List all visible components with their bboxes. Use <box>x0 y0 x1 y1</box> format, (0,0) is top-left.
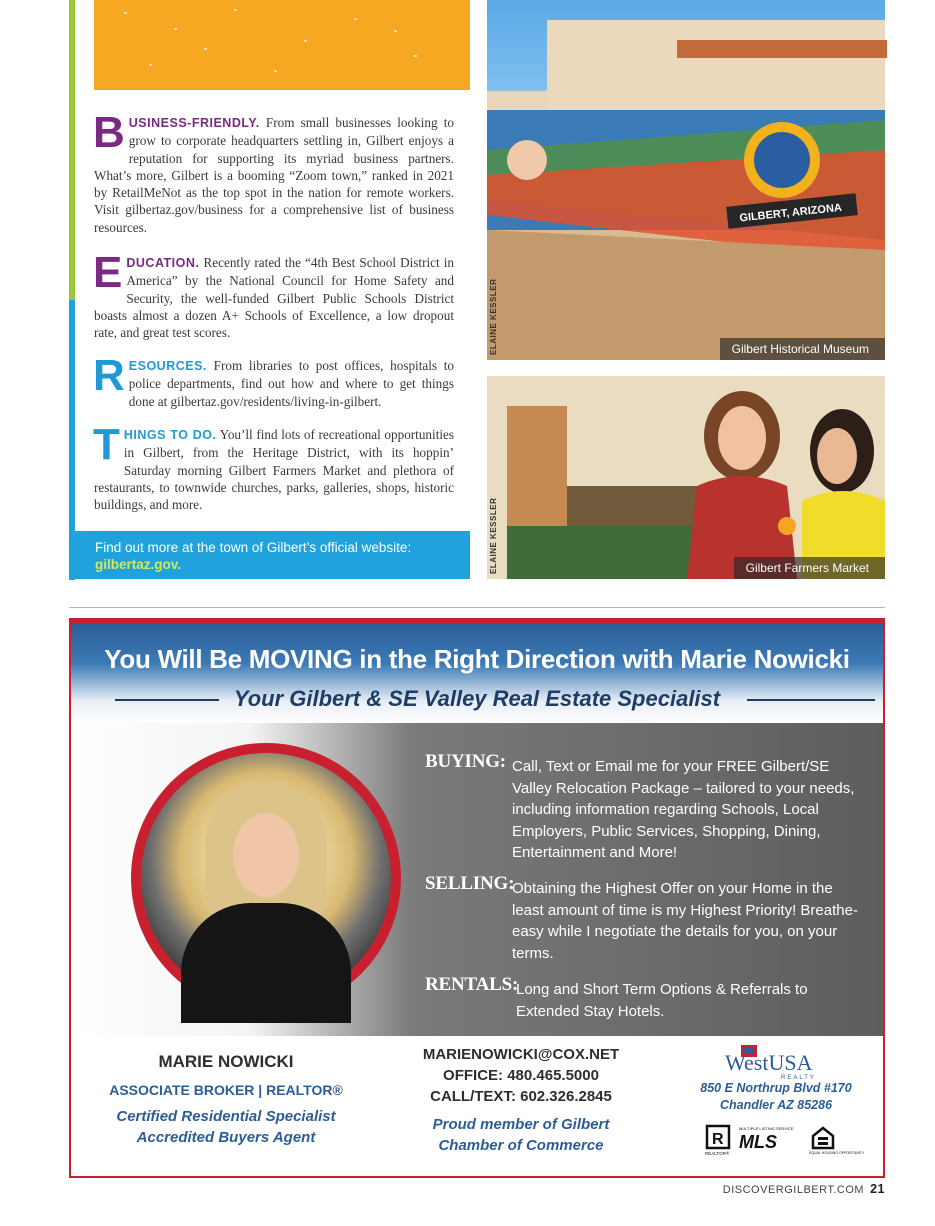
website-banner <box>75 531 470 579</box>
ad-header <box>71 620 883 723</box>
section-heading: ESOURCES. <box>128 359 207 373</box>
chamber-line: Proud member of Gilbert <box>432 1116 610 1133</box>
mls-logo: MLS <box>739 1132 777 1152</box>
service-text-rentals: Long and Short Term Options & Referrals to Extended Stay Hotels. <box>516 981 808 1020</box>
agent-portrait <box>141 753 391 1003</box>
museum-sign-text: GILBERT, ARIZONA <box>738 201 843 225</box>
ad-body <box>71 723 883 1036</box>
dropcap-r: R <box>93 351 125 400</box>
service-label-rentals: RENTALS: <box>425 974 519 995</box>
photo-credit: ELAINE KESSLER <box>489 278 498 355</box>
cert-line: Accredited Buyers Agent <box>136 1129 316 1146</box>
svg-text:MULTIPLE LISTING SERVICE: MULTIPLE LISTING SERVICE <box>739 1126 794 1131</box>
agent-email[interactable]: MARIENOWICKI@COX.NET <box>422 1046 620 1063</box>
brokerage-address <box>681 1080 871 1114</box>
green-accent-stripe <box>69 0 75 300</box>
section-body: Recently rated the “4th Best School District in America” by the National Council for Home Safety and Security, the well-funded Gilbert Public Schools District boasts almost a dozen A+ Schools of Excellence, a low dropout rate, and great test scores. <box>94 255 454 341</box>
website-link[interactable]: gilbertaz.gov. <box>95 557 182 572</box>
section-heading: USINESS-FRIENDLY. <box>128 116 260 130</box>
section-resources <box>93 351 454 410</box>
ad-subtitle-row <box>71 686 883 712</box>
cell-phone[interactable]: CALL/TEXT: 602.326.2845 <box>430 1088 612 1105</box>
agent-title: ASSOCIATE BROKER | REALTOR® <box>109 1082 343 1098</box>
cert-line: Certified Residential Specialist <box>116 1108 336 1125</box>
chamber-line: Chamber of Commerce <box>438 1137 604 1154</box>
service-text-buying: Call, Text or Email me for your FREE Gilbert/SE Valley Relocation Package – tailored to your needs, including information regarding Schools, Local Employers, Public Services, Shopping, Dining, Entertainment and More! <box>512 758 855 861</box>
agent-name: MARIE NOWICKI <box>158 1052 294 1071</box>
chamber-membership <box>401 1114 641 1156</box>
page-footer <box>723 1182 885 1196</box>
caption-museum: Gilbert Historical Museum <box>720 338 885 360</box>
ad-title: You Will Be MOVING in the Right Direction with Marie Nowicki <box>104 644 850 674</box>
svg-text:WestUSA: WestUSA <box>725 1050 813 1075</box>
svg-text:REALTY: REALTY <box>781 1075 816 1081</box>
address-line: 850 E Northrup Blvd #170 <box>700 1081 852 1095</box>
service-text-selling: Obtaining the Highest Offer on your Home in the least amount of time is my Highest Priority! Breathe-easy while I negotiate the details for you, on your terms. <box>512 880 858 962</box>
service-label-selling: SELLING: <box>425 873 515 894</box>
section-business-friendly <box>93 108 454 236</box>
page-number: 21 <box>870 1182 885 1196</box>
caption-market: Gilbert Farmers Market <box>734 557 885 579</box>
banner-text: Find out more at the town of Gilbert’s official website: <box>95 540 412 555</box>
section-divider <box>69 607 885 608</box>
section-things-to-do <box>93 420 455 513</box>
orange-decorative-block <box>94 0 470 90</box>
section-body: You’ll find lots of recreational opportunities in Gilbert, from the Heritage District, with its hoppin’ Saturday morning Gilbert Farmers Market and plethora of restaurants, to townwide churches, parks, galleries, shops, historic buildings, and more. <box>94 427 455 513</box>
section-education <box>93 248 454 341</box>
photo-credit: ELAINE KESSLER <box>489 497 498 574</box>
affiliation-logos <box>705 1124 865 1156</box>
footer-site: DISCOVERGILBERT.COM <box>722 1184 865 1196</box>
office-phone[interactable]: OFFICE: 480.465.5000 <box>443 1067 599 1084</box>
svg-text:EQUAL HOUSING OPPORTUNITY: EQUAL HOUSING OPPORTUNITY <box>809 1151 865 1155</box>
svg-text:R: R <box>712 1131 724 1148</box>
dropcap-b: B <box>93 108 125 157</box>
agent-contact <box>401 1044 641 1107</box>
section-heading: DUCATION. <box>126 256 200 270</box>
market-illustration <box>487 376 885 579</box>
realtor-advertisement <box>69 618 885 1178</box>
agent-certifications <box>101 1106 351 1148</box>
subtitle-rule-right <box>747 699 875 701</box>
photo-historical-museum <box>487 0 885 360</box>
photo-farmers-market <box>487 376 885 579</box>
museum-illustration <box>487 0 885 360</box>
dropcap-e: E <box>93 248 123 297</box>
dropcap-t: T <box>93 420 120 469</box>
westusa-logo <box>711 1045 831 1081</box>
svg-text:REALTOR®: REALTOR® <box>705 1151 730 1156</box>
section-body: From small businesses looking to grow to corporate headquarters settling in, Gilbert enjoys a reputation for supporting its myriad business partners. What’s more, Gilbert is a booming “Zoom town,” ranked in 2021 by RetailMeNot as the top spot in the nation for remote workers. Visit gilbertaz.gov/business for a comprehensive list of business resources. <box>94 115 454 235</box>
address-line: Chandler AZ 85286 <box>719 1098 833 1112</box>
ad-subtitle: Your Gilbert & SE Valley Real Estate Specialist <box>233 686 721 711</box>
service-label-buying: BUYING: <box>425 751 506 772</box>
section-body: From libraries to post offices, hospitals to police departments, find out how and where to get things done at gilbertaz.gov/residents/living-in-gilbert. <box>128 358 454 409</box>
section-heading: HINGS TO DO. <box>123 428 217 442</box>
